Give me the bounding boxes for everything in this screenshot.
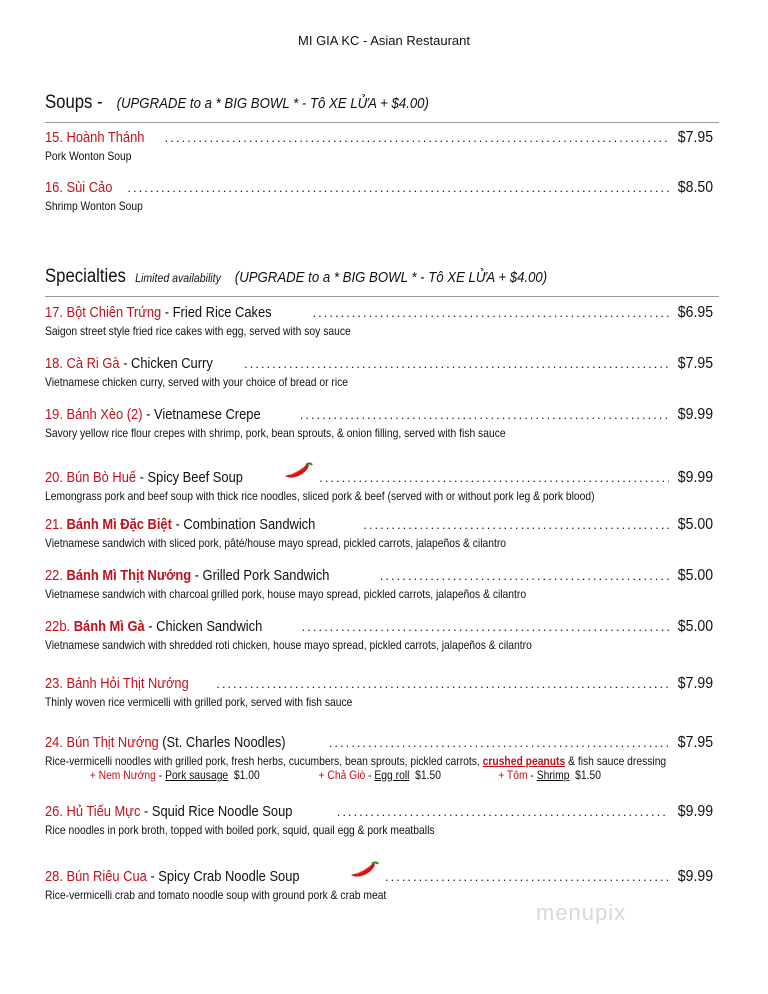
item-description: Vietnamese sandwich with shredded roti chicken, house mayo spread, pickled carrots, jalapeños & cilantro xyxy=(45,638,532,652)
item-name: 15. Hoành Thánh xyxy=(45,129,145,146)
item-name: 20. Bún Bò Huế xyxy=(45,469,137,486)
item-description xyxy=(45,754,667,768)
soups-upgrade-note: (UPGRADE to a * BIG BOWL * - Tô XE LỬA + $4.00) xyxy=(116,95,429,112)
leader-dots xyxy=(244,356,669,371)
section-divider xyxy=(45,296,719,297)
item-english-name: - Spicy Crab Noodle Soup xyxy=(146,868,300,885)
soups-heading xyxy=(45,92,723,114)
soups-title: Soups - xyxy=(45,92,103,113)
menu-item xyxy=(45,179,713,213)
leader-dots xyxy=(363,517,669,532)
item-price: $6.95 xyxy=(677,304,713,321)
item-name: 19. Bánh Xèo (2) xyxy=(45,406,143,423)
desc-highlight: crushed peanuts xyxy=(482,754,566,768)
menu-item xyxy=(45,516,713,550)
item-english-name: - Combination Sandwich xyxy=(171,516,316,533)
menu-item xyxy=(45,861,713,902)
item-number: 22b. xyxy=(45,618,74,635)
item-english-name: - Fried Rice Cakes xyxy=(161,304,272,321)
leader-dots xyxy=(313,305,669,320)
watermark-logo: menupix xyxy=(536,900,627,925)
addon-en-name: Shrimp xyxy=(536,768,570,782)
item-price: $7.95 xyxy=(677,129,713,146)
item-description: Vietnamese sandwich with sliced pork, pâté/house mayo spread, pickled carrots, jalapeños & cilantro xyxy=(45,536,507,550)
menu-item xyxy=(45,462,713,503)
item-description: Saigon street style fried rice cakes with egg, served with soy sauce xyxy=(45,324,351,338)
leader-dots xyxy=(385,869,669,884)
menu-item xyxy=(45,675,713,709)
item-name: Bánh Mì Đặc Biệt xyxy=(66,516,172,533)
item-description: Lemongrass pork and beef soup with thick rice noodles, sliced pork & beef (served with or without pork leg & pork blood) xyxy=(45,489,595,503)
specialties-title: Specialties xyxy=(45,266,126,287)
specialties-upgrade-note: (UPGRADE to a * BIG BOWL * - Tô XE LỬA + $4.00) xyxy=(234,269,548,286)
item-english-name: - Squid Rice Noodle Soup xyxy=(140,803,293,820)
item-description: Pork Wonton Soup xyxy=(45,149,132,163)
item-price: $8.50 xyxy=(677,179,713,196)
addon-price: $1.00 xyxy=(233,768,260,782)
item-english-name: - Vietnamese Crepe xyxy=(142,406,261,423)
menu-item xyxy=(45,129,713,163)
item-description: Savory yellow rice flour crepes with shrimp, pork, bean sprouts, & onion filling, served with fish sauce xyxy=(45,426,506,440)
item-name: 17. Bột Chiên Trứng xyxy=(45,304,162,321)
item-name: 18. Cà Ri Gà xyxy=(45,355,120,372)
addon-price: $1.50 xyxy=(575,768,602,782)
addon-row xyxy=(45,768,619,784)
item-description: Thinly woven rice vermicelli with grilled pork, served with fish sauce xyxy=(45,695,353,709)
menu-item xyxy=(45,734,713,784)
addon-en-name: Pork sausage xyxy=(165,768,229,782)
item-english-name: - Chicken Curry xyxy=(119,355,213,372)
section-divider xyxy=(45,122,719,123)
item-price: $9.99 xyxy=(677,803,713,820)
menu-item xyxy=(45,618,713,652)
addon-vn-name: + Tôm xyxy=(498,768,528,782)
leader-dots xyxy=(127,180,669,195)
leader-dots xyxy=(302,619,669,634)
addon-separator: - xyxy=(365,768,375,782)
leader-dots xyxy=(319,470,669,485)
leader-dots xyxy=(216,676,669,691)
menu-item xyxy=(45,304,713,338)
addon-option xyxy=(318,768,440,782)
addon-option xyxy=(90,768,260,782)
item-name: Bánh Mì Thịt Nướng xyxy=(66,567,192,584)
menu-item xyxy=(45,567,713,601)
desc-part: & fish sauce dressing xyxy=(565,754,667,768)
chili-pepper-icon xyxy=(347,861,381,881)
leader-dots xyxy=(329,735,669,750)
item-number: 22. xyxy=(45,567,67,584)
item-english-name: - Spicy Beef Soup xyxy=(136,469,243,486)
item-name: 26. Hủ Tiếu Mực xyxy=(45,803,141,820)
specialties-heading xyxy=(45,266,723,288)
addon-separator: - xyxy=(155,768,166,782)
item-price: $9.99 xyxy=(677,868,713,885)
item-price: $5.00 xyxy=(677,618,713,635)
item-price: $7.95 xyxy=(677,734,713,751)
desc-part: Rice-vermicelli noodles with grilled pork, fresh herbs, cucumbers, bean sprouts, pickled carrots, xyxy=(45,754,483,768)
item-price: $5.00 xyxy=(677,567,713,584)
item-price: $7.99 xyxy=(677,675,713,692)
item-description: Vietnamese sandwich with charcoal grilled pork, house mayo spread, pickled carrots, jalapeños & cilantro xyxy=(45,587,527,601)
restaurant-title: MI GIA KC - Asian Restaurant xyxy=(298,33,470,48)
leader-dots xyxy=(300,407,669,422)
item-price: $5.00 xyxy=(677,516,713,533)
item-description: Rice noodles in pork broth, topped with boiled pork, squid, quail egg & pork meatballs xyxy=(45,823,435,837)
leader-dots xyxy=(165,130,669,145)
leader-dots xyxy=(380,568,669,583)
item-price: $9.99 xyxy=(677,406,713,423)
item-name: 28. Bún Riêu Cua xyxy=(45,868,147,885)
item-number: 21. xyxy=(45,516,67,533)
item-english-name: - Grilled Pork Sandwich xyxy=(191,567,330,584)
item-name: 24. Bún Thịt Nướng xyxy=(45,734,159,751)
addon-vn-name: + Nem Nướng xyxy=(89,768,156,782)
item-english-name: (St. Charles Noodles) xyxy=(158,734,286,751)
addon-price: $1.50 xyxy=(415,768,441,782)
item-name: 23. Bánh Hỏi Thịt Nướng xyxy=(45,675,189,692)
menu-item xyxy=(45,406,713,440)
chili-pepper-icon xyxy=(281,462,315,482)
addon-en-name: Egg roll xyxy=(374,768,410,782)
addon-separator: - xyxy=(527,768,537,782)
item-name: Bánh Mì Gà xyxy=(73,618,145,635)
item-name: 16. Sùi Cảo xyxy=(45,179,113,196)
leader-dots xyxy=(337,804,669,819)
item-english-name: - Chicken Sandwich xyxy=(144,618,263,635)
item-price: $7.95 xyxy=(677,355,713,372)
menu-item xyxy=(45,355,713,389)
menu-item xyxy=(45,803,713,837)
item-description: Vietnamese chicken curry, served with your choice of bread or rice xyxy=(45,375,349,389)
item-description: Rice-vermicelli crab and tomato noodle soup with ground pork & crab meat xyxy=(45,888,387,902)
addon-option xyxy=(498,768,601,782)
item-description: Shrimp Wonton Soup xyxy=(45,199,143,213)
item-price: $9.99 xyxy=(677,469,713,486)
limited-note: Limited availability xyxy=(135,271,221,285)
addon-vn-name: + Chả Giò xyxy=(318,768,366,782)
